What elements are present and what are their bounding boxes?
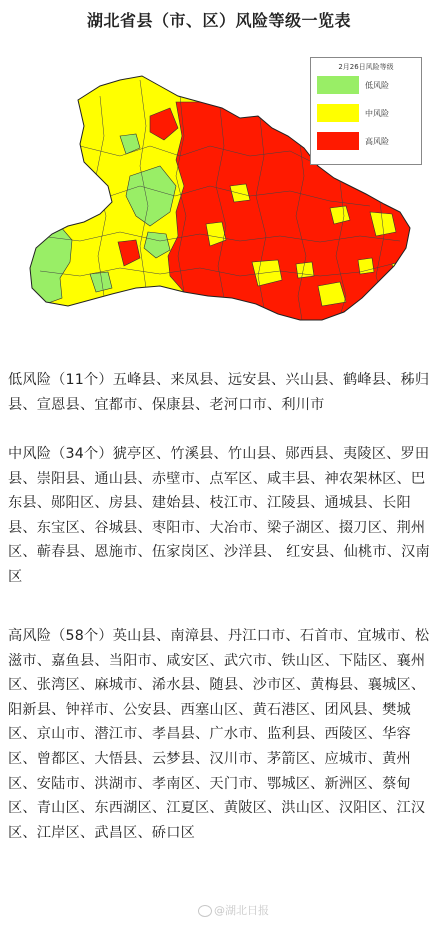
legend-item-high [317,132,415,150]
high-risk-section [8,624,432,845]
section-heading: 低风险（11个） [8,372,113,388]
legend-swatch-medium [317,104,359,122]
section-text: 英山县、南漳县、丹江口市、石首市、宜城市、松滋市、嘉鱼县、当阳市、咸安区、武穴市、铁山区、下陆区、襄州区、张湾区、麻城市、浠水县、随县、沙市区、黄梅县、襄城区、阳新县、钟祥市、公安县、西塞山区、黄石港区、团风县、樊城区、京山市、潜江市、孝昌县、广水市、监利县、西陵区、华容区、曾都区、大悟县、云梦县、汉川市、茅箭区、应城市、黄州区、安陆市、洪湖市、孝南区、天门市、鄂城区、新洲区、蔡甸区、青山区、东西湖区、江夏区、黄陂区、洪山区、汉阳区、江汉区、江岸区、武昌区、硚口区 [8,628,430,841]
legend-swatch-low [317,76,359,94]
legend-label-high: 高风险 [365,137,389,146]
section-text: 五峰县、来凤县、远安县、兴山县、鹤峰县、秭归县、宣恩县、宜都市、保康县、老河口市、利川市 [8,372,430,413]
legend-item-low [317,76,415,94]
legend-swatch-high [317,132,359,150]
weibo-icon [198,905,212,917]
low-risk-section [8,368,432,417]
medium-risk-region [358,258,374,274]
map-legend [310,57,422,165]
section-text: 猇亭区、竹溪县、竹山县、郧西县、夷陵区、罗田县、崇阳县、通山县、赤壁市、点军区、咸丰县、神农架林区、巴东县、郧阳区、房县、建始县、枝江市、江陵县、通城县、长阳县、东宝区、谷城县、枣阳市、大冶市、梁子湖区、掇刀区、荆州区、蕲春县、恩施市、伍家岗区、沙洋县、 红安县、仙桃市、汉南区 [8,446,430,585]
legend-label-medium: 中风险 [365,109,389,118]
page-title: 湖北省县（市、区）风险等级一览表 [86,11,351,30]
legend-title: 2月26日风险等级 [338,63,394,71]
section-heading: 高风险（58个） [8,628,113,644]
watermark [198,902,269,918]
section-heading: 中风险（34个） [8,446,113,462]
legend-item-medium [317,104,415,122]
medium-risk-section [8,442,432,590]
medium-risk-region [296,262,314,278]
legend-label-low: 低风险 [365,81,389,90]
watermark-text: @湖北日报 [214,904,269,917]
